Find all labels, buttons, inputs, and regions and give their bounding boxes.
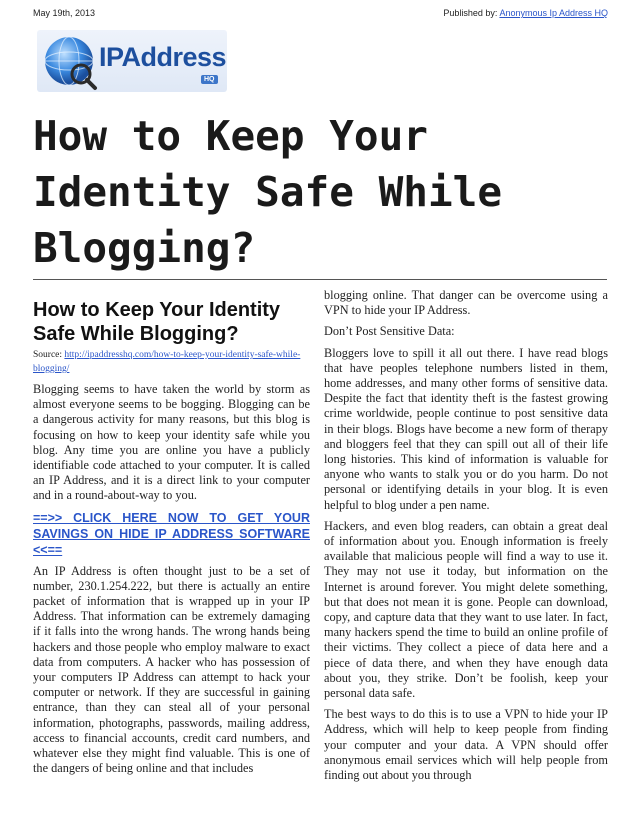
paragraph: Blogging seems to have taken the world by storm as almost everyone seems to be bogging. Blogging can be a dangerous activity for many reasons, but this blog is focusing on how to keep your identity safe while you blog. Any time you are online you have a publicly identifiable code attached to your computer. It is called an IP Address, and it is a direct link to your computer and in a round-about-way to you. xyxy=(33,382,310,503)
site-logo xyxy=(37,30,227,92)
left-column xyxy=(33,288,310,782)
source-label: Source: xyxy=(33,350,65,360)
publisher-line xyxy=(443,8,608,18)
source-link[interactable]: http://ipaddresshq.com/how-to-keep-your-identity-safe-while-blogging/ xyxy=(33,350,301,374)
paragraph: An IP Address is often thought just to be a set of number, 230.1.254.222, but there is actually an entire packet of information that is wrapped up in your IP Address. That information can be extremely damaging if it falls into the wrong hands. The wrong hands being hackers and those people who employ malware to exact data from computers. A hacker who has possession of your computers IP Address can attempt to hack your computer or network. If they are successful in gaining entrance, than they can steal all of your personal information, photographs, passwords, mailing address, access to financial accounts, credit card numbers, and whatever else they might find valuable. This is one of the dangers of being online and that includes xyxy=(33,563,310,776)
title-divider xyxy=(33,279,607,280)
paragraph: Bloggers love to spill it all out there. I have read blogs that have peoples telephone numbers listed in them, home addresses, and many other forms of sensitive data. Despite the fact that identity theft is the fastest growing crime worldwide, people continue to post sensitive data in their blogs. Blogs have become a new form of therapy and bloggers feel that they can spill out all of their life long histories. This kind of information is valuable for anyone who wants to stalk you or do you harm. Do not personal or identifying details in your blog. It is even helpful to blog under a pen name. xyxy=(324,345,608,512)
section-heading: Don’t Post Sensitive Data: xyxy=(324,324,455,339)
paragraph: blogging online. That danger can be overcome using a VPN to hide your IP Address. xyxy=(324,288,608,318)
source-line xyxy=(33,348,310,376)
paragraph: Hackers, and even blog readers, can obtain a great deal of information about you. Enough information is freely available that malicious people will find a way to use it. They may not use it today, but information on the Internet is around forever. You might delete something, but that does not mean it is gone. People can download, copy, and capture data that they want to use later. In fact, many hackers spend the time to build an online profile of their victims. They collect a piece of data here and a piece of data there, and when they have enough data about you, they strike. Don’t be foolish, keep your personal data safe. xyxy=(324,518,608,701)
published-label: Published by: xyxy=(443,8,500,18)
logo-text: IPAddress xyxy=(99,42,227,72)
article-subtitle: How to Keep Your Identity Safe While Blogging? xyxy=(33,299,281,345)
right-column xyxy=(324,288,608,789)
page-title: How to Keep Your Identity Safe While Blogging? xyxy=(33,112,502,272)
logo-hq-badge: HQ xyxy=(201,75,218,84)
paragraph: The best ways to do this is to use a VPN to hide your IP Address, which will help to keep people from finding your computer and your data. A VPN should offer anonymous email services which will help people from finding out about you through xyxy=(324,707,608,783)
publish-date: May 19th, 2013 xyxy=(33,8,96,18)
globe-icon xyxy=(37,30,101,92)
cta-link[interactable]: ==>> CLICK HERE NOW TO GET YOUR SAVINGS ON HIDE IP ADDRESS SOFTWARE <<== xyxy=(33,510,310,557)
publisher-link[interactable]: Anonymous Ip Address HQ xyxy=(499,8,608,18)
